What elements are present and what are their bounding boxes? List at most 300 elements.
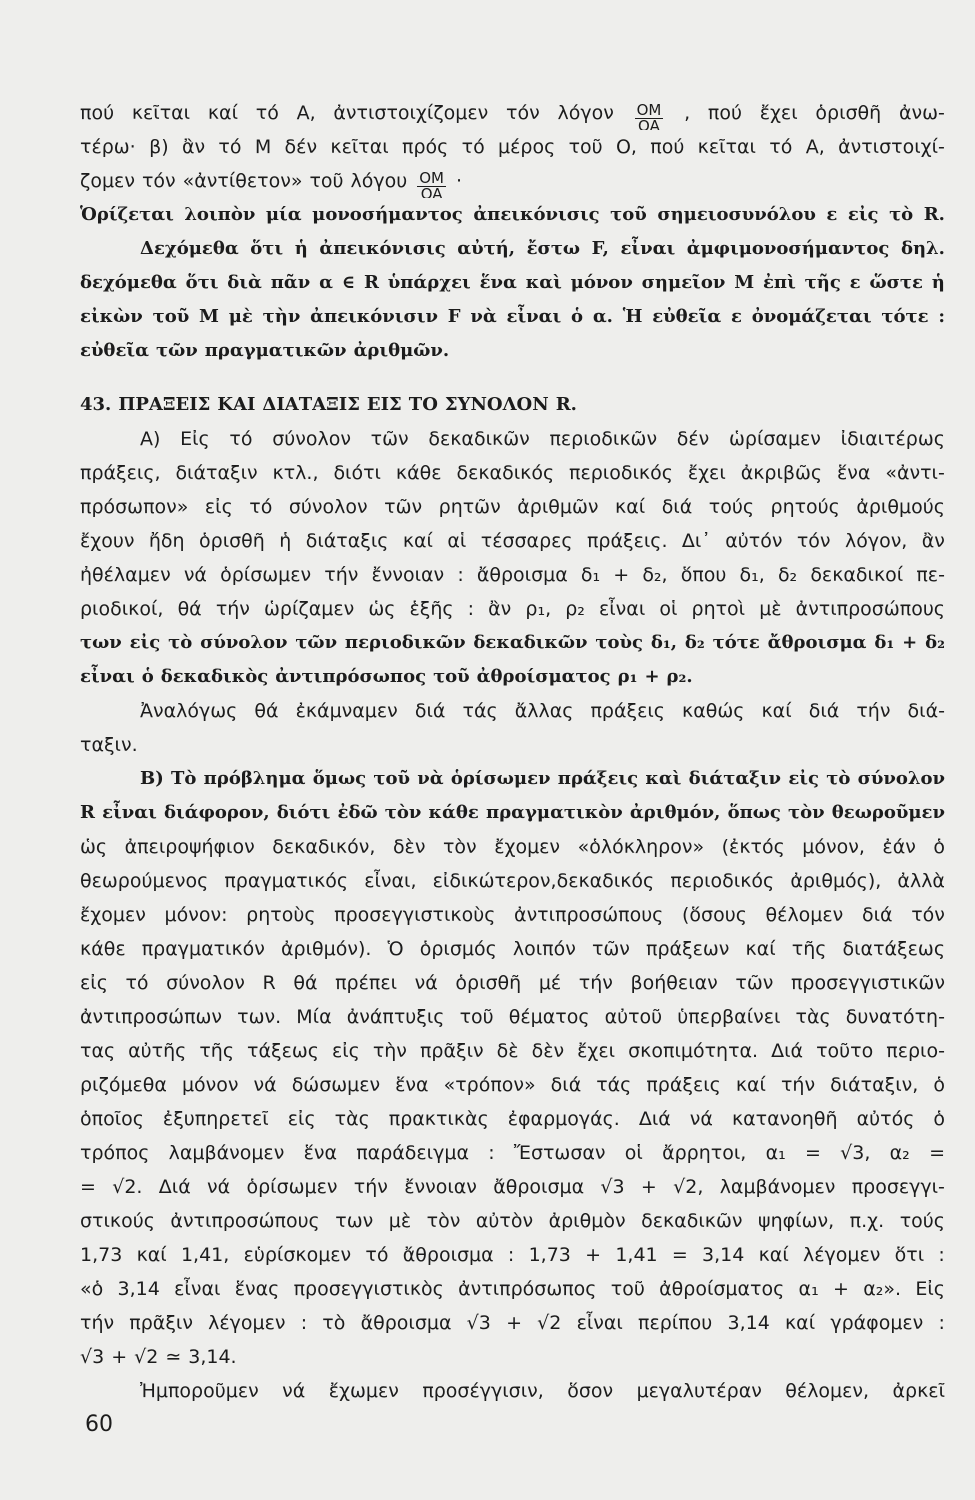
word: καθώς (682, 700, 745, 722)
word: περιοδικός (569, 462, 673, 484)
word: πράξεων (646, 938, 730, 960)
word: τό (461, 136, 485, 158)
word: πρᾶξιν (129, 1312, 193, 1334)
word: ἔχει (577, 1040, 616, 1062)
word: ἔστω (526, 238, 581, 259)
text-line (80, 694, 945, 728)
word: των (335, 1210, 374, 1232)
word: νά (253, 1074, 277, 1096)
word: ἀθροίσματος (659, 1278, 785, 1300)
word: ἀριθμὸν (548, 1210, 626, 1232)
word: πᾶν (270, 272, 311, 293)
word: εἶναι (174, 1278, 221, 1300)
word: ὁρισθῆ (815, 102, 882, 124)
text-line (80, 130, 945, 164)
word: αὐτοῦ (604, 1006, 663, 1028)
word: δέν (284, 136, 318, 158)
word: τὴν (372, 1040, 407, 1062)
word: εἶναι (598, 598, 646, 620)
word: τό (125, 972, 149, 994)
word: ρ₂ (565, 598, 585, 620)
word: δ₁, (739, 564, 765, 586)
word: τό (365, 1244, 389, 1266)
word: α₂». (863, 1278, 902, 1300)
word: εἰς (287, 1108, 316, 1130)
word: θά (293, 972, 318, 994)
word: καί (207, 102, 239, 124)
word: ἀντιστοιχί- (838, 136, 945, 158)
word: δεκαδικός (456, 462, 555, 484)
word: τοῦ (309, 170, 344, 192)
text-line (80, 1238, 945, 1272)
word: δεκαδικῶν (473, 632, 588, 653)
word: τόν (796, 530, 831, 552)
word: ὡρίσαμεν (728, 428, 821, 450)
word: πού (707, 102, 742, 124)
word: πού (650, 136, 685, 158)
word: : (488, 1142, 495, 1164)
word: ἕνα (395, 1074, 429, 1096)
word: 3,14 (727, 1312, 770, 1334)
text-line (80, 592, 945, 626)
text-line (80, 422, 945, 456)
word: R (363, 272, 379, 293)
fraction-denominator: OA (638, 117, 660, 130)
word: Β) (140, 768, 164, 789)
text-line (80, 1170, 945, 1204)
word: αὐτή, (457, 238, 516, 259)
word: ἀπεικόνισις (473, 204, 600, 225)
word: ἐξυπηρετεῖ (162, 1108, 269, 1130)
word: δεκαδικοί (810, 564, 904, 586)
word: αὐτῆς (128, 1040, 187, 1062)
text-line (80, 1000, 945, 1034)
word: δεχόμεθα (80, 272, 177, 293)
word: ἀνω- (898, 102, 945, 124)
page-number: 60 (85, 1412, 113, 1437)
word: ἕνας (234, 1278, 280, 1300)
word: μεγαλυτέραν (636, 1380, 762, 1402)
word: ὅτι (185, 272, 219, 293)
word: καί (136, 1244, 167, 1266)
word: √3 (466, 1312, 491, 1334)
word: περιοδικῶν (549, 428, 658, 450)
word: = (804, 1142, 821, 1164)
word: τό (249, 496, 273, 518)
word: των (80, 632, 122, 653)
word: Διά (158, 1176, 191, 1198)
word: διά (861, 904, 893, 926)
text-line (80, 728, 945, 762)
word: ἀριθμόν, (629, 802, 721, 823)
word: ΤΟ (408, 394, 438, 415)
word: ὁρισθῆ (199, 530, 265, 552)
text-line (80, 558, 945, 592)
word: 3,14 (702, 1244, 745, 1266)
word: = (929, 1142, 945, 1164)
word: : (938, 1312, 945, 1334)
word: διάταξις (305, 530, 389, 552)
word: (ὅσους (682, 904, 747, 926)
word: τέρω· (80, 136, 136, 158)
fraction-om-oa (417, 171, 446, 198)
word: R. (923, 204, 945, 225)
text-line (80, 864, 945, 898)
text-line (80, 932, 945, 966)
word: δεκαδικῶν (641, 1210, 743, 1232)
word: δ₁ (874, 632, 895, 653)
word: ἀπειροψήφιον (124, 836, 255, 858)
word: 3,14. (188, 1346, 237, 1368)
word: = (671, 1244, 688, 1266)
word: τοῦ (152, 306, 190, 327)
text-line (80, 524, 945, 558)
text-line (80, 1034, 945, 1068)
word: τὸ (826, 768, 851, 789)
word: δεκαδικῶν (428, 428, 530, 450)
word: μέρος (498, 136, 556, 158)
text-line (80, 830, 945, 864)
word: ἀπεικόνισις (319, 238, 446, 259)
word: κεῖται (131, 102, 191, 124)
word: ἀρκεῖ (892, 1380, 945, 1402)
word: ὁποῖος (80, 1108, 144, 1130)
word: εἶναι, (364, 870, 417, 892)
word: ἔχει (759, 102, 798, 124)
word: ἠθέλαμεν (80, 564, 171, 586)
word: δ₁ (580, 564, 601, 586)
word: κατανοηθῆ (731, 1108, 838, 1130)
word: ἂν (181, 136, 206, 158)
word: θεωρούμενος (80, 870, 209, 892)
word: 1,73 (80, 1244, 123, 1266)
word: παράδειγμα (356, 1142, 469, 1164)
word: δεκαδικόν, (272, 836, 376, 858)
word: καί (735, 1074, 766, 1096)
word: ἡ (931, 272, 945, 293)
word: ἀπεικόνισιν (310, 306, 438, 327)
word: εἶναι (506, 306, 562, 327)
word: μὲ (228, 306, 253, 327)
word: περίπου (638, 1312, 713, 1334)
word: Εἰς (180, 428, 210, 450)
word: καί (615, 496, 646, 518)
word: μόνον: (164, 904, 228, 926)
word: ὁρίσωμεν (450, 768, 551, 789)
word: εἰκὼν (80, 306, 143, 327)
word: ἀριθμῶν (517, 496, 599, 518)
word: ὁρισμός (419, 938, 497, 960)
word: Α, (805, 136, 825, 158)
word: εἶναι (102, 802, 157, 823)
word: ΔΙΑΤΑΞΙΣ (262, 394, 360, 415)
word: εἶναι (80, 666, 135, 687)
word: καί (758, 1244, 789, 1266)
word: κεῖται (697, 136, 756, 158)
section-heading (80, 388, 945, 422)
word: πρόβλημα (203, 768, 306, 789)
word: ἔχωμεν (328, 1380, 399, 1402)
word: ὡρίζαμεν (264, 598, 355, 620)
page-body (80, 96, 945, 1408)
word: των. (237, 1006, 282, 1028)
text-line (80, 626, 945, 660)
word: σημεῖον (641, 272, 726, 293)
word: ἔννοιαν (404, 1176, 477, 1198)
text-line (80, 762, 945, 796)
word: δυνατότη- (845, 1006, 945, 1028)
word: ἄθροισμα (402, 1244, 494, 1266)
word: τῆς (804, 272, 841, 293)
word: : (938, 1244, 945, 1266)
word: ἀντιπροσώπους (170, 1210, 320, 1232)
word: + (111, 1346, 128, 1368)
word: ἔννοιαν (371, 564, 445, 586)
word: πραγματικῶν (204, 340, 347, 361)
word: ὁ (141, 666, 154, 687)
word: ρ₂. (666, 666, 693, 687)
word: οἱ (659, 598, 678, 620)
word: κάθε (428, 802, 479, 823)
word: δ₂ (777, 564, 798, 586)
text-line (80, 490, 945, 524)
word: νά (689, 1108, 713, 1130)
text-line (80, 456, 945, 490)
word: Εἰς (915, 1278, 945, 1300)
word: διάταξιν (688, 768, 782, 789)
word: ἀθροίσματος (476, 666, 611, 687)
word: μία (265, 204, 302, 225)
word: πράξεις, (80, 462, 161, 484)
word: α (319, 272, 333, 293)
word: μόνον (570, 272, 633, 293)
word: μὲ (759, 598, 782, 620)
word: ὅπως (727, 802, 781, 823)
word: τόν (141, 170, 176, 192)
word: θέλομεν (765, 904, 844, 926)
word: + (833, 1278, 849, 1300)
word: ὡς (368, 598, 396, 620)
text-line (80, 96, 945, 130)
word: ἄθροισμα (476, 564, 568, 586)
word: F (447, 306, 461, 327)
text-line (80, 1374, 945, 1408)
word: ἐπὶ (762, 272, 796, 293)
word: ΚΑΙ (217, 394, 256, 415)
word: ἄρρητοι, (662, 1142, 747, 1164)
word: Ὁ (387, 938, 404, 960)
word: τῆς (199, 1040, 234, 1062)
word: τὸν (384, 802, 422, 823)
word: αὐτόν (725, 530, 783, 552)
word: ἡ (279, 530, 292, 552)
word: ἀντιπρόσωπος (458, 1278, 597, 1300)
word: «τρόπον» (443, 1074, 536, 1096)
word: τοῦ (610, 204, 647, 225)
word: τήν (324, 564, 359, 586)
word: τῶν (735, 972, 774, 994)
word: ὅτι (894, 1244, 925, 1266)
word: σημειοσυνόλου (657, 204, 816, 225)
word: τὸ (889, 204, 914, 225)
word: ἀντιπροσώπους (795, 598, 945, 620)
word: εἰδικώτερον,δεκαδικός (432, 870, 655, 892)
word: τὸ (168, 632, 193, 653)
word: ∈ (341, 272, 356, 293)
word: Ὁρίζεται (80, 204, 174, 225)
word: ἐάν (882, 836, 916, 858)
word: περιο- (886, 1040, 945, 1062)
word: τήν (578, 972, 613, 994)
word: λοιπὸν (184, 204, 256, 225)
word: ἐφαρμογάς. (507, 1108, 620, 1130)
word: εἰς (847, 204, 879, 225)
word: ὥστε (869, 272, 923, 293)
word: δὲν (392, 836, 426, 858)
word: ΠΡΑΞΕΙΣ (118, 394, 211, 415)
word: : (300, 1312, 308, 1334)
word: πράξεις (557, 768, 639, 789)
word: πρός (402, 136, 449, 158)
word: ὅτι (250, 238, 284, 259)
word: πε- (916, 564, 945, 586)
word: πρέπει (335, 972, 398, 994)
word: περιοδικός (670, 870, 775, 892)
word: ἄθροισμα (493, 1176, 585, 1198)
word: : (467, 598, 475, 620)
word: ὁρισθῆ (455, 972, 522, 994)
word: ἀνάπτυξις (346, 1006, 445, 1028)
word: αἱ (447, 530, 467, 552)
word: προσεγγιστικῶν (790, 972, 945, 994)
word: διατάξεως (842, 938, 945, 960)
word: οἱ (624, 1142, 643, 1164)
word: λέγομεν (803, 1244, 881, 1266)
word: Μ (734, 272, 755, 293)
word: ρητοὶ (691, 598, 746, 620)
word: δώσωμεν (291, 1074, 381, 1096)
word: ἀντιστοιχίζομεν (333, 102, 489, 124)
word: προσεγγι- (851, 1176, 945, 1198)
word: εἰς (80, 972, 108, 994)
word: πράξεις. (586, 530, 668, 552)
word: + (585, 1244, 602, 1266)
text-line (80, 1272, 945, 1306)
word: «ἀντίθετον» (182, 170, 303, 192)
word: διότι (333, 462, 381, 484)
word: τήν (353, 1176, 388, 1198)
word: : (507, 1244, 515, 1266)
word: δὲν (531, 1040, 565, 1062)
word: περιοδικῶν (344, 632, 466, 653)
text-line (80, 1340, 945, 1374)
word: α. (592, 306, 613, 327)
word: ἄλλας (514, 700, 574, 722)
word: Διά (638, 1108, 671, 1130)
word: R (262, 972, 276, 994)
word: ≃ (165, 1346, 182, 1368)
fraction-om-oa (635, 103, 664, 130)
word: λόγον, (844, 530, 908, 552)
text-line (80, 660, 945, 694)
text-line (80, 334, 945, 368)
word: καὶ (525, 272, 562, 293)
word: + (506, 1312, 522, 1334)
word: τῶν (155, 340, 198, 361)
word: + (902, 632, 918, 653)
word: R (80, 802, 95, 823)
word: ὀνομάζεται (751, 306, 872, 327)
word: π.χ. (849, 1210, 885, 1232)
word: τήν (80, 1312, 115, 1334)
word: πράξεις (590, 700, 665, 722)
word: θέματος (508, 1006, 590, 1028)
word: α₁ (798, 1278, 819, 1300)
word: τῶν (591, 938, 630, 960)
word: ἑξῆς (409, 598, 454, 620)
word: + (613, 564, 630, 586)
word: ἄθροισμα (360, 1312, 452, 1334)
word: ε (826, 204, 838, 225)
word: ὁρίσωμεν (246, 1176, 338, 1198)
word: τάς (462, 700, 498, 722)
word: ἀμφιμονοσήμαντος (686, 238, 890, 259)
word: δέν (676, 428, 710, 450)
word: σύνολον (272, 428, 351, 450)
word: ἀριθμῶν. (353, 340, 450, 361)
text-line (80, 232, 945, 266)
text-line (80, 266, 945, 300)
word: σύνολον (857, 768, 945, 789)
word: ριζόμεθα (80, 1074, 167, 1096)
word: λαμβάνομεν (719, 1176, 836, 1198)
word: ὁ (933, 1108, 945, 1130)
word: κεῖται (330, 136, 389, 158)
word: νά (183, 564, 207, 586)
word: ἀριθμούς (856, 496, 945, 518)
text-lines (80, 96, 945, 1408)
word: ἀντιπροσώπων (80, 1006, 223, 1028)
word: τό (255, 102, 279, 124)
word: τότε (712, 632, 760, 653)
word: ΣΥΝΟΛΟΝ (444, 394, 549, 415)
word: καί (784, 1312, 816, 1334)
word: α₂ (889, 1142, 910, 1164)
word: ὑπερβαίνει (677, 1006, 781, 1028)
word: εὑρίσκομεν (243, 1244, 352, 1266)
word: ἔχομεν (80, 904, 146, 926)
word: ἀριθμόν). (281, 938, 372, 960)
word: ὅμως (312, 768, 367, 789)
word: √3 (80, 1346, 105, 1368)
word: τοὺς (595, 632, 643, 653)
word: πρᾶξιν (419, 1040, 484, 1062)
word: Δι᾽ (681, 530, 711, 552)
word: προσέγγισιν, (422, 1380, 544, 1402)
word: «ὁ (80, 1278, 104, 1300)
word: πρόσωπον» (80, 496, 189, 518)
word: θεωροῦμεν (831, 802, 945, 823)
word: √2, (673, 1176, 704, 1198)
word: τήν (780, 1074, 816, 1096)
word: εἶναι (620, 238, 676, 259)
word: ἔχει (687, 462, 726, 484)
word: τήν (215, 598, 250, 620)
word: διά (414, 700, 446, 722)
word: «ἀντι- (885, 462, 945, 484)
word: δ₂ (684, 632, 705, 653)
word: δ₂ (925, 632, 945, 653)
